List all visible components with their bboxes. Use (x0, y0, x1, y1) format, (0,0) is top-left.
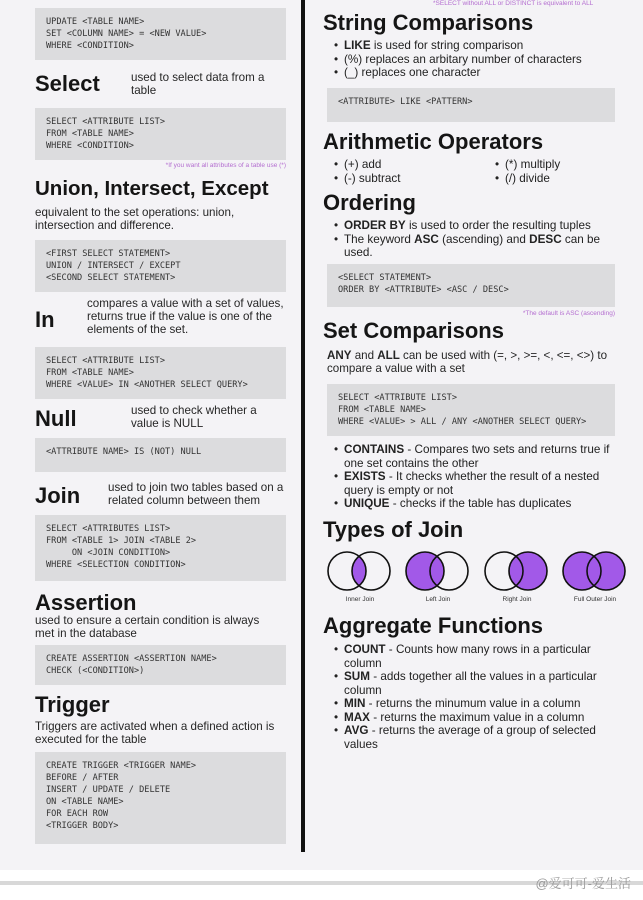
right-join-label: Right Join (502, 596, 532, 603)
list-item: • UNIQUE - checks if the table has duplicates (332, 497, 617, 511)
in-heading: In (35, 307, 55, 332)
aggregate-functions-list (332, 643, 614, 751)
list-item: • The keyword ASC (ascending) and DESC can be used. (332, 233, 617, 260)
set-comparisons-list (332, 443, 617, 511)
arithmetic-list-left (332, 158, 492, 185)
select-all-note: *SELECT without ALL or DISTINCT is equivalent to ALL (433, 0, 594, 7)
ordering-heading: Ordering (323, 190, 416, 215)
list-item: • LIKE is used for string comparison (332, 39, 617, 53)
trigger-description: Triggers are activated when a defined action is executed for the table (35, 720, 275, 746)
join-heading: Join (35, 483, 81, 508)
trigger-code-block: CREATE TRIGGER <TRIGGER NAME> BEFORE / AFTER INSERT / UPDATE / DELETE ON <TABLE NAME> FOR EACH ROW <TRIGGER BODY> (35, 752, 286, 844)
list-item: • EXISTS - It checks whether the result of a nested query is empty or not (332, 470, 617, 497)
list-item: • CONTAINS - Compares two sets and returns true if one set contains the other (332, 443, 617, 470)
like-code-block: <ATTRIBUTE> LIKE <PATTERN> (327, 88, 615, 122)
types-of-join-heading: Types of Join (323, 517, 464, 542)
string-comparisons-list (332, 39, 617, 80)
assertion-code-block: CREATE ASSERTION <ASSERTION NAME> CHECK (<CONDITION>) (35, 645, 286, 685)
select-heading: Select (35, 71, 100, 96)
assertion-description: used to ensure a certain condition is always met in the database (35, 614, 260, 640)
list-item: • (%) replaces an arbitary number of characters (332, 53, 617, 67)
list-item: • SUM - adds together all the values in a particular column (332, 670, 614, 697)
null-heading: Null (35, 406, 77, 431)
right-join-icon (484, 549, 549, 593)
left-join-label: Left Join (425, 596, 451, 603)
select-code-block: SELECT <ATTRIBUTE LIST> FROM <TABLE NAME> WHERE <CONDITION> (35, 108, 286, 160)
in-description: compares a value with a set of values, returns true if the value is one of the elements of the set. (87, 297, 284, 336)
inner-join-icon (327, 549, 392, 593)
union-heading: Union, Intersect, Except (35, 177, 269, 200)
full-outer-join-label: Full Outer Join (573, 596, 617, 603)
list-item: • ORDER BY is used to order the resulting tuples (332, 219, 617, 233)
full-outer-join-icon (562, 549, 627, 593)
string-comparisons-heading: String Comparisons (323, 10, 534, 35)
null-description: used to check whether a value is NULL (131, 404, 257, 430)
list-item: • MAX - returns the maximum value in a column (332, 711, 614, 725)
list-item: • AVG - returns the average of a group of selected values (332, 724, 614, 751)
arithmetic-list-right (493, 158, 613, 185)
assertion-heading: Assertion (35, 590, 137, 615)
left-join-icon (405, 549, 470, 593)
set-comparisons-description: ANY and ALL can be used with (=, >, >=, <, <=, <>) to compare a value with a set (327, 349, 608, 375)
list-item: • (*) multiply (493, 158, 613, 172)
inner-join-label: Inner Join (345, 596, 375, 603)
join-code-block: SELECT <ATTRIBUTES LIST> FROM <TABLE 1> JOIN <TABLE 2> ON <JOIN CONDITION> WHERE <SELECTION CONDITION> (35, 515, 286, 581)
arithmetic-heading: Arithmetic Operators (323, 129, 544, 154)
watermark: @爱可可-爱生活 (535, 876, 631, 891)
list-item: • (+) add (332, 158, 492, 172)
set-comparisons-code-block: SELECT <ATTRIBUTE LIST> FROM <TABLE NAME> WHERE <VALUE> > ALL / ANY <ANOTHER SELECT QUERY> (327, 384, 615, 436)
trigger-heading: Trigger (35, 692, 110, 717)
aggregate-functions-heading: Aggregate Functions (323, 613, 544, 638)
list-item: • (_) replaces one character (332, 66, 617, 80)
union-description: equivalent to the set operations: union, intersection and difference. (35, 206, 235, 232)
null-code-block: <ATTRIBUTE NAME> IS (NOT) NULL (35, 438, 286, 472)
ordering-note: *The default is ASC (ascending) (522, 310, 615, 317)
select-description: used to select data from a table (131, 71, 265, 97)
list-item: • COUNT - Counts how many rows in a particular column (332, 643, 614, 670)
join-description: used to join two tables based on a related column between them (108, 481, 284, 507)
ordering-list (332, 219, 617, 260)
list-item: • (-) subtract (332, 172, 492, 186)
list-item: • MIN - returns the minumum value in a column (332, 697, 614, 711)
in-code-block: SELECT <ATTRIBUTE LIST> FROM <TABLE NAME> WHERE <VALUE> IN <ANOTHER SELECT QUERY> (35, 347, 286, 399)
set-comparisons-heading: Set Comparisons (323, 318, 504, 343)
update-code-block: UPDATE <TABLE NAME> SET <COLUMN NAME> = <NEW VALUE> WHERE <CONDITION> (35, 8, 286, 60)
union-code-block: <FIRST SELECT STATEMENT> UNION / INTERSECT / EXCEPT <SECOND SELECT STATEMENT> (35, 240, 286, 292)
column-divider (301, 0, 305, 852)
list-item: • (/) divide (493, 172, 613, 186)
order-by-code-block: <SELECT STATEMENT> ORDER BY <ATTRIBUTE> <ASC / DESC> (327, 264, 615, 307)
select-note: *If you want all attributes of a table use (*) (165, 162, 286, 169)
